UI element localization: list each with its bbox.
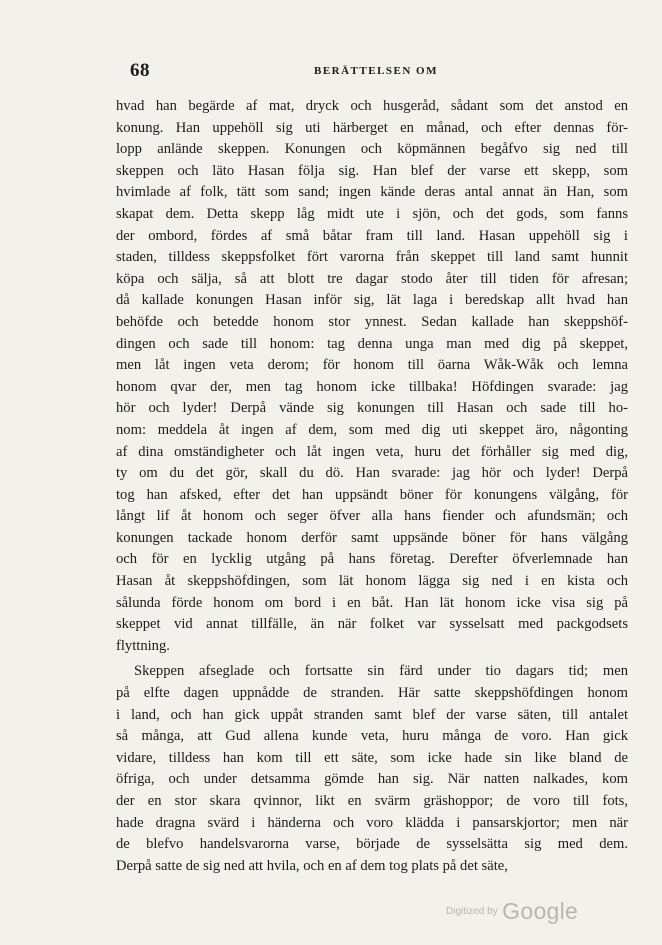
page-number: 68: [130, 60, 150, 81]
text-line: tog han afsked, efter det han uppsändt böner för konungens välgång, för: [116, 486, 628, 503]
text-line: så många, att Gud allena kunde veta, huru många de voro. Han gick: [116, 728, 628, 745]
text-line: lopp anlände skeppen. Konungen och köpmännen begåfvo sig ned till: [116, 141, 628, 158]
text-line: sålunda förde honom om bord i en båt. Han lät honom icke visa sig på: [116, 594, 628, 611]
text-line: skapat dem. Detta skepp låg midt ute i sjön, och det gods, som fanns: [116, 205, 628, 222]
text-line: honom qvar der, men tag honom icke tillbaka! Höfdingen svarade: jag: [116, 378, 628, 395]
text-line: af dina omständigheter och låt ingen veta, huru det förhåller sig med dig,: [116, 443, 628, 460]
text-line: de blefvo handelsvarorna varse, började de sysselsätta sig med dem.: [116, 836, 628, 853]
text-line: Hasan åt skeppshöfdingen, som lät honom lägga sig ned i en kista och: [116, 573, 628, 590]
text-line: dingen och sade till honom: tag denna unga man med dig på skeppet,: [116, 335, 628, 352]
body-text: [116, 96, 628, 877]
text-line: skeppet vid annat tillfälle, än när folket var sysselsatt med packgodsets: [116, 616, 628, 633]
paragraph: [116, 96, 628, 657]
text-line: hvad han begärde af mat, dryck och husgeråd, sådant som det anstod en: [116, 98, 628, 114]
running-head: BERÄTTELSEN OM: [314, 65, 438, 77]
page-header: [118, 60, 623, 84]
text-line: i land, och han gick uppåt stranden samt blef der varse säten, till antalet: [116, 706, 628, 723]
text-line: då kallade konungen Hasan inför sig, lät laga i beredskap allt hvad han: [116, 292, 628, 309]
text-line: hade dragna svärd i händerna och voro klädda i pansarskjortor; men när: [116, 814, 628, 831]
text-line: köpa och sälja, så att blott tre dagar stodo åter till tiden för afresan;: [116, 270, 628, 287]
text-line: flyttning.: [116, 637, 170, 654]
text-line: hvimlade af folk, tätt som sand; ingen kände deras antal annat än Han, som: [116, 184, 628, 201]
text-line: nom: meddela åt ingen af dem, som med dig uti skeppet äro, någonting: [116, 421, 628, 438]
watermark-prefix: Digitized by: [446, 906, 498, 917]
text-line: ty om du det gör, skall du dö. Han svarade: jag hör och lyder! Derpå: [116, 465, 628, 482]
text-line: Skeppen afseglade och fortsatte sin färd under tio dagars tid; men: [134, 663, 628, 680]
text-line: konungen tackade honom derför samt uppsände böner för hans välgång: [116, 529, 628, 546]
text-line: vidare, tilldess han kom till ett säte, som icke hade sin like bland de: [116, 749, 628, 766]
text-line: på elfte dagen uppnådde de stranden. Här satte skeppshöfdingen honom: [116, 685, 628, 702]
text-line: hör och lyder! Derpå vände sig konungen till Hasan och sade till ho-: [116, 400, 628, 417]
text-line: behöfde och betedde honom stor ynnest. Sedan kallade han skeppshöf-: [116, 313, 628, 330]
text-line: Derpå satte de sig ned att hvila, och en af dem tog plats på det säte,: [116, 857, 508, 874]
text-line: och för en lycklig utgång på hans företag. Derefter öfverlemnade han: [116, 551, 628, 568]
text-line: konung. Han uppehöll sig uti härberget en månad, och efter dennas för-: [116, 119, 628, 136]
text-line: skeppen och läto Hasan följa sig. Han blef der varse ett skepp, som: [116, 162, 628, 179]
digitized-watermark: [446, 898, 578, 925]
text-line: öfriga, och under detsamma gömde han sig. När natten nalkades, kom: [116, 771, 628, 788]
text-line: men låt ingen veta derom; för honom till öarna Wåk-Wåk och lemna: [116, 357, 628, 374]
text-line: långt lif åt honom och seger öfver alla hans fiender och afundsmän; och: [116, 508, 628, 525]
text-line: staden, tilldess skeppsfolket fört varorna från skeppet till land samt hunnit: [116, 249, 628, 266]
text-line: der ombord, fördes af små båtar fram till land. Hasan uppehöll sig i: [116, 227, 628, 244]
text-line: der en stor skara qvinnor, likt en svärm gräshoppor; de voro till fots,: [116, 793, 628, 809]
paragraph: [116, 661, 628, 877]
google-logo: Google: [502, 898, 579, 924]
